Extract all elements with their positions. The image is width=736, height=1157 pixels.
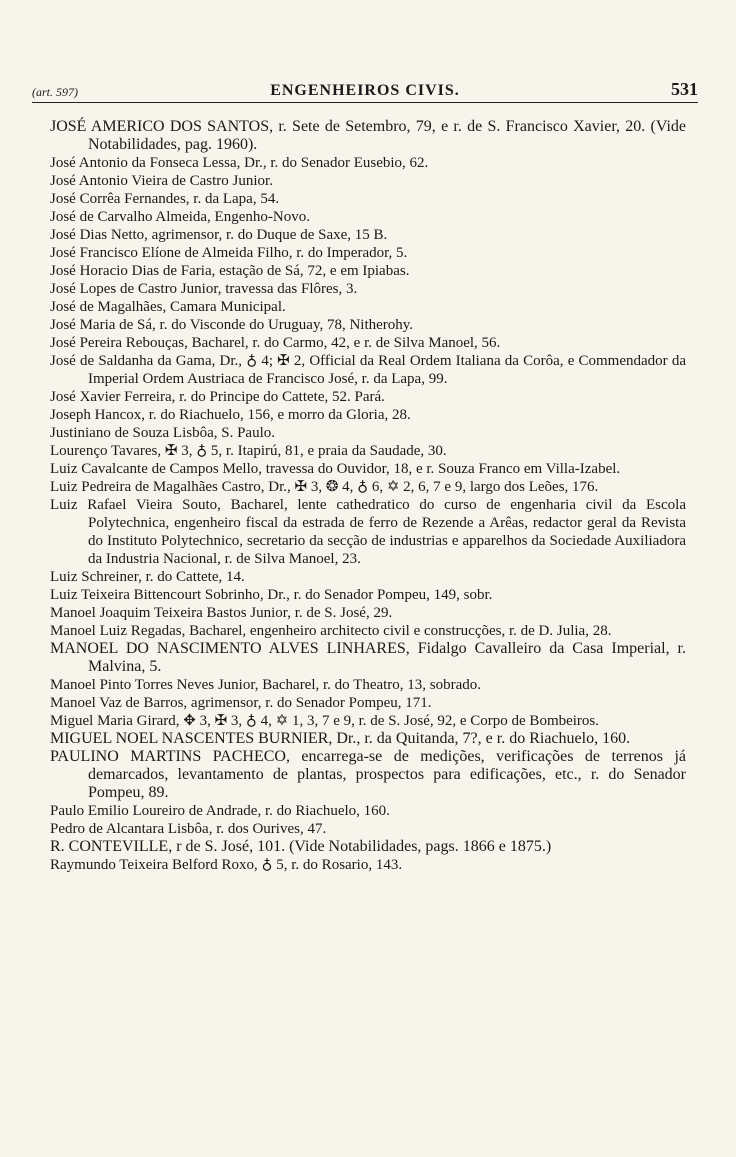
directory-entry: Pedro de Alcantara Lisbôa, r. dos Ourives, 47.: [50, 821, 327, 837]
directory-entry: Paulo Emilio Loureiro de Andrade, r. do Riachuelo, 160.: [50, 803, 390, 819]
directory-entry: MIGUEL NOEL NASCENTES BURNIER, Dr., r. da Quitanda, 7?, e r. do Riachuelo, 160.: [50, 730, 631, 747]
directory-entry: José Antonio da Fonseca Lessa, Dr., r. do Senador Eusebio, 62.: [50, 155, 429, 171]
directory-entry: José Pereira Rebouças, Bacharel, r. do Carmo, 42, e r. de Silva Manoel, 56.: [50, 335, 501, 351]
page-number: 531: [671, 79, 698, 99]
directory-list: [50, 118, 686, 874]
directory-entry: José de Magalhães, Camara Municipal.: [50, 299, 286, 315]
directory-entry: Lourenço Tavares, ✠ 3, ♁ 5, r. Itapirú, 81, e praia da Saudade, 30.: [50, 443, 447, 459]
article-reference: (art. 597): [32, 85, 78, 99]
directory-entry: Miguel Maria Girard, ✥ 3, ✠ 3, ♁ 4, ✡ 1, 3, 7 e 9, r. de S. José, 92, e Corpo de Bombeiros.: [50, 713, 600, 729]
section-title: ENGENHEIROS CIVIS.: [270, 82, 460, 99]
directory-entry: MANOEL DO NASCIMENTO ALVES LINHARES, Fidalgo Cavalleiro da Casa Imperial, r. Malvina, 5.: [50, 640, 686, 675]
directory-entry: Luiz Rafael Vieira Souto, Bacharel, lente cathedratico do curso de engenharia civil da Escola Polytechnica, engenheiro fiscal da estrada de ferro de Rezende a Arêas, redactor geral da Revista do Instituto Polytechnico, secretario da secção de industrias e apparelhos da Sociedade Auxiliadora da Industria Nacional, r. de Silva Manoel, 23.: [50, 497, 686, 567]
directory-entry: José Xavier Ferreira, r. do Principe do Cattete, 52. Pará.: [50, 389, 385, 405]
directory-entry: Manoel Joaquim Teixeira Bastos Junior, r. de S. José, 29.: [50, 605, 393, 621]
directory-entry: José Maria de Sá, r. do Visconde do Uruguay, 78, Nitherohy.: [50, 317, 414, 333]
directory-entry: Luiz Pedreira de Magalhães Castro, Dr., ✠ 3, ❂ 4, ♁ 6, ✡ 2, 6, 7 e 9, largo dos Leões, 176.: [50, 479, 599, 495]
directory-entry: Raymundo Teixeira Belford Roxo, ♁ 5, r. do Rosario, 143.: [50, 857, 403, 873]
directory-entry: José Dias Netto, agrimensor, r. do Duque de Saxe, 15 B.: [50, 227, 388, 243]
directory-entry: Luiz Cavalcante de Campos Mello, travessa do Ouvidor, 18, e r. Souza Franco em Villa-Izabel.: [50, 461, 621, 477]
directory-entry: Manoel Luiz Regadas, Bacharel, engenheiro architecto civil e construcções, r. de D. Julia, 28.: [50, 623, 612, 639]
directory-entry: JOSÉ AMERICO DOS SANTOS, r. Sete de Setembro, 79, e r. de S. Francisco Xavier, 20. (Vide Notabilidades, pag. 1960).: [50, 118, 686, 153]
page-header: [32, 78, 698, 100]
header-rule: [32, 102, 698, 103]
directory-entry: José Francisco Elíone de Almeida Filho, r. do Imperador, 5.: [50, 245, 408, 261]
directory-entry: Justiniano de Souza Lisbôa, S. Paulo.: [50, 425, 275, 441]
directory-entry: Luiz Teixeira Bittencourt Sobrinho, Dr., r. do Senador Pompeu, 149, sobr.: [50, 587, 493, 603]
directory-entry: R. CONTEVILLE, r de S. José, 101. (Vide Notabilidades, pags. 1866 e 1875.): [50, 838, 552, 855]
directory-entry: José Horacio Dias de Faria, estação de Sá, 72, e em Ipiabas.: [50, 263, 410, 279]
directory-entry: Manoel Vaz de Barros, agrimensor, r. do Senador Pompeu, 171.: [50, 695, 432, 711]
directory-entry: José de Saldanha da Gama, Dr., ♁ 4; ✠ 2, Official da Real Ordem Italiana da Corôa, e Commendador da Imperial Ordem Austriaca de Francisco José, r. da Lapa, 99.: [50, 353, 686, 387]
directory-entry: Joseph Hancox, r. do Riachuelo, 156, e morro da Gloria, 28.: [50, 407, 411, 423]
directory-entry: PAULINO MARTINS PACHECO, encarrega-se de medições, verificações de terrenos já demarcados, levantamento de plantas, prospectos para edificações, etc., r. do Senador Pompeu, 89.: [50, 748, 686, 801]
directory-entry: José de Carvalho Almeida, Engenho-Novo.: [50, 209, 310, 225]
directory-entry: Manoel Pinto Torres Neves Junior, Bacharel, r. do Theatro, 13, sobrado.: [50, 677, 482, 693]
directory-entry: José Antonio Vieira de Castro Junior.: [50, 173, 273, 189]
directory-entry: Luiz Schreiner, r. do Cattete, 14.: [50, 569, 245, 585]
directory-entry: José Corrêa Fernandes, r. da Lapa, 54.: [50, 191, 280, 207]
directory-entry: José Lopes de Castro Junior, travessa das Flôres, 3.: [50, 281, 358, 297]
